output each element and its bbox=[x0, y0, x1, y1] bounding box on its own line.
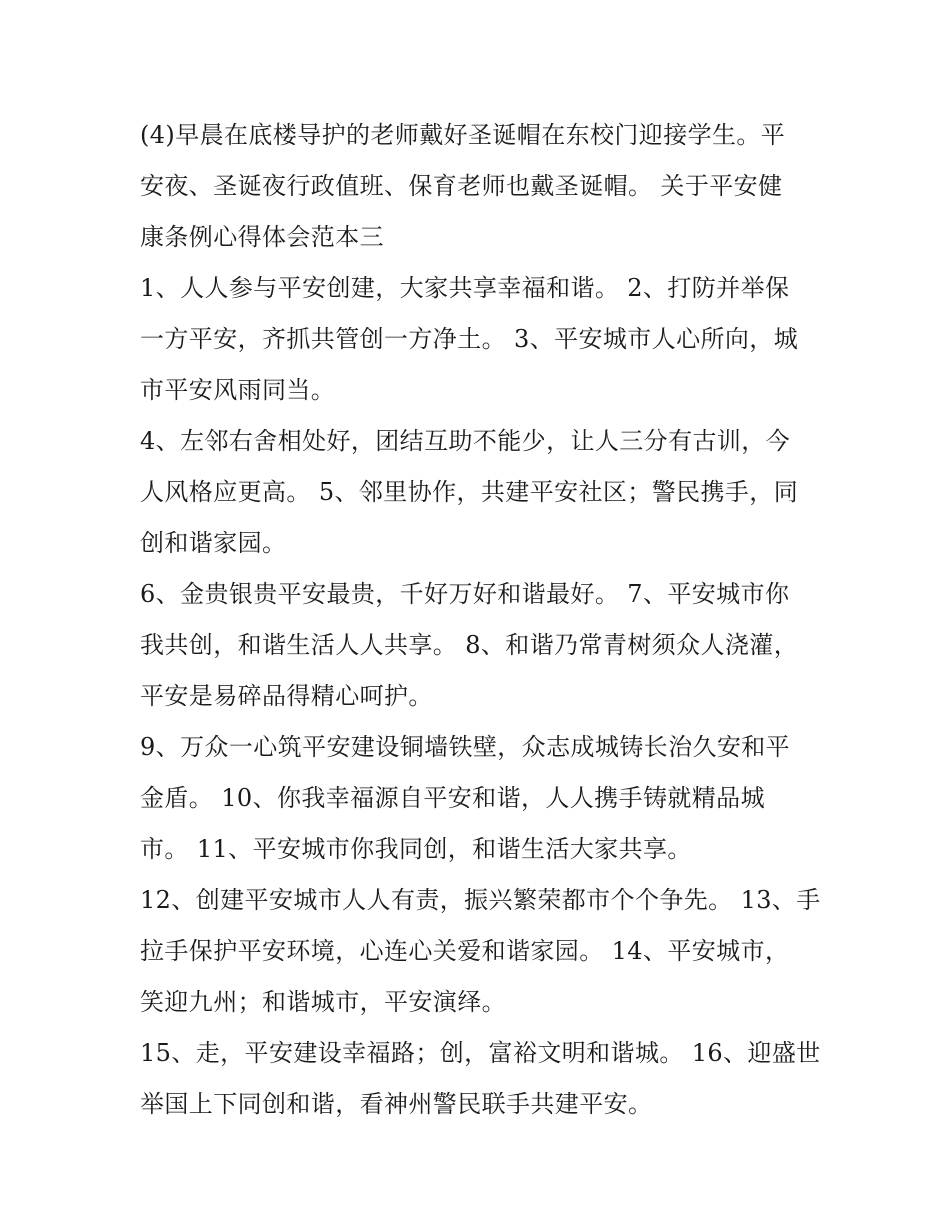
paragraph-slogans-9-11 bbox=[140, 722, 820, 875]
text-line: 平安是易碎品得精心呵护。 bbox=[140, 682, 433, 710]
paragraph-slogans-15-16 bbox=[140, 1028, 820, 1130]
paragraph-slogans-1-3 bbox=[140, 263, 820, 416]
text-line: 创和谐家园。 bbox=[140, 529, 287, 557]
text-line: (4)早晨在底楼导护的老师戴好圣诞帽在东校门迎接学生。平 bbox=[140, 121, 786, 149]
paragraph-slogans-4-5 bbox=[140, 416, 820, 569]
text-line: 拉手保护平安环境，心连心关爱和谐家园。 14、平安城市， bbox=[140, 937, 790, 965]
text-line: 安夜、圣诞夜行政值班、保育老师也戴圣诞帽。 关于平安健 bbox=[140, 172, 783, 200]
text-line: 1、人人参与平安创建，大家共享幸福和谐。 2、打防并举保 bbox=[140, 274, 790, 302]
text-line: 金盾。 10、你我幸福源自平安和谐，人人携手铸就精品城 bbox=[140, 784, 765, 812]
paragraph-slogans-12-14 bbox=[140, 875, 820, 1028]
text-line: 一方平安，齐抓共管创一方净土。 3、平安城市人心所向，城 bbox=[140, 325, 799, 353]
text-line: 9、万众一心筑平安建设铜墙铁壁，众志成城铸长治久安和平 bbox=[140, 733, 791, 761]
text-line: 6、金贵银贵平安最贵，千好万好和谐最好。 7、平安城市你 bbox=[140, 580, 790, 608]
text-line: 市平安风雨同当。 bbox=[140, 376, 336, 404]
text-line: 康条例心得体会范本三 bbox=[140, 223, 384, 251]
text-line: 笑迎九州；和谐城市，平安演绎。 bbox=[140, 988, 506, 1016]
text-line: 4、左邻右舍相处好，团结互助不能少，让人三分有古训，今 bbox=[140, 427, 791, 455]
document-body bbox=[140, 110, 820, 1130]
paragraph-christmas-arrangement bbox=[140, 110, 820, 263]
text-line: 15、走，平安建设幸福路；创，富裕文明和谐城。 16、迎盛世 bbox=[140, 1039, 821, 1067]
text-line: 我共创，和谐生活人人共享。 8、和谐乃常青树须众人浇灌， bbox=[140, 631, 799, 659]
text-line: 举国上下同创和谐，看神州警民联手共建平安。 bbox=[140, 1090, 653, 1118]
text-line: 市。 11、平安城市你我同创，和谐生活大家共享。 bbox=[140, 835, 692, 863]
paragraph-slogans-6-8 bbox=[140, 569, 820, 722]
text-line: 人风格应更高。 5、邻里协作，共建平安社区；警民携手，同 bbox=[140, 478, 799, 506]
text-line: 12、创建平安城市人人有责，振兴繁荣都市个个争先。 13、手 bbox=[140, 886, 821, 914]
